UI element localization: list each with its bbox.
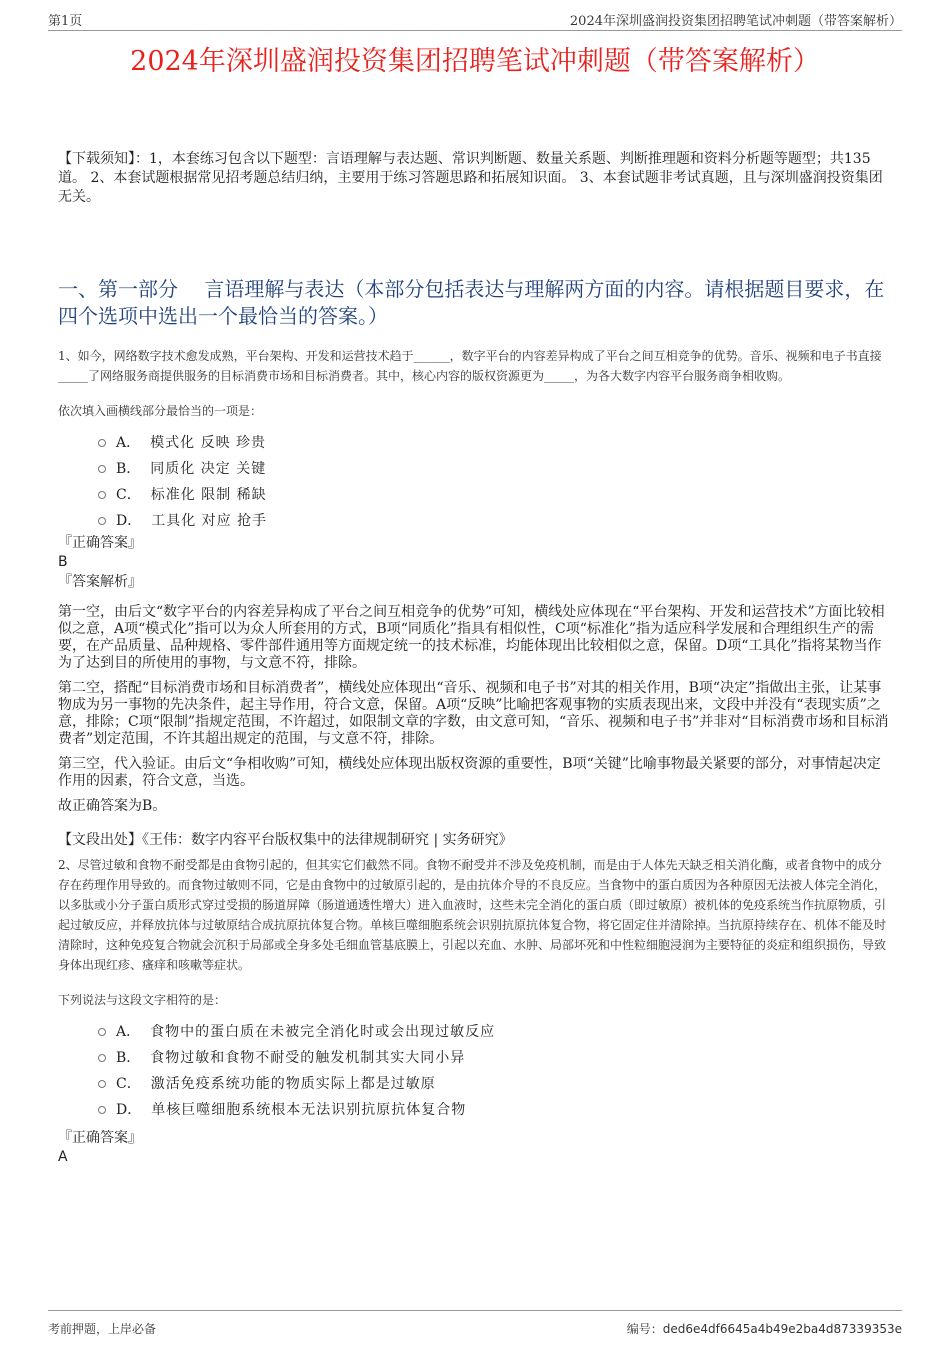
option-text: 模式化 反映 珍贵 [150,435,267,451]
option-d[interactable] [98,1097,892,1123]
option-d[interactable] [98,508,892,534]
option-text: 单核巨噬细胞系统根本无法识别抗原抗体复合物 [151,1102,467,1118]
answer-label: 『正确答案』 [58,535,142,551]
question-prompt: 依次填入画横线部分最恰当的一项是： [58,404,263,418]
option-c[interactable] [98,482,892,508]
download-notice: 【下载须知】：1，本套练习包含以下题型：言语理解与表达题、常识判断题、数量关系题、判断推理题和资料分析题等题型；共135道。 2、本套试题根据常见招考题总结归纳，主要用于练习答题思路和拓展知识面。 3、本套试题非考试真题，且与深圳盛润投资集团无关。 [58,151,883,205]
option-b[interactable] [98,1045,892,1071]
option-text: 激活免疫系统功能的物质实际上都是过敏原 [150,1076,436,1092]
question-2 [58,855,892,1166]
source-citation: 【文段出处】《王伟：数字内容平台版权集中的法律规制研究 | 实务研究》 [58,832,513,848]
radio-icon[interactable] [98,1028,106,1036]
option-text: 同质化 决定 关键 [150,461,267,477]
radio-icon[interactable] [98,491,106,499]
question-text: 1、如今，网络数字技术愈发成熟，平台架构、开发和运营技术趋于______，数字平台的内容差异构成了平台之间互相竞争的优势。音乐、视频和电子书直接_____了网络服务商提供服务的目标消费市场和目标消费者。其中，核心内容的版权资源更为_____，为各大数字内容平台服务商争相收购。 [58,349,882,383]
code-label: 编号： [626,1322,663,1336]
option-text: 食物中的蛋白质在未被完全消化时或会出现过敏反应 [150,1024,496,1040]
option-letter: B． [116,1050,141,1066]
option-c[interactable] [98,1071,892,1097]
option-letter: C． [116,1076,141,1092]
page-number: 第1页 [48,13,83,29]
analysis-label: 『答案解析』 [58,574,142,590]
option-letter: A． [116,1024,141,1040]
radio-icon[interactable] [98,439,106,447]
footer-slogan: 考前押题，上岸必备 [48,1322,157,1336]
page-footer [48,1310,902,1337]
question-1 [58,346,892,849]
document-code [627,1320,902,1337]
correct-answer: B [58,554,68,570]
analysis-paragraph: 故正确答案为B。 [58,798,167,814]
radio-icon[interactable] [98,1106,106,1114]
option-letter: C． [116,487,141,503]
option-b[interactable] [98,456,892,482]
option-text: 工具化 对应 抢手 [151,513,268,529]
option-letter: A． [116,435,141,451]
option-letter: D． [116,1102,142,1118]
radio-icon[interactable] [98,517,106,525]
analysis-paragraph: 第三空，代入验证。由后文“争相收购”可知，横线处应体现出版权资源的重要性，B项“关键”比喻事物最关紧要的部分，对事情起决定作用的因素，符合文意，当选。 [58,756,881,789]
radio-icon[interactable] [98,1054,106,1062]
option-letter: D． [116,513,142,529]
page-title: 2024年深圳盛润投资集团招聘笔试冲刺题（带答案解析） [130,46,820,77]
section-title: 一、第一部分 言语理解与表达（本部分包括表达与理解两方面的内容。请根据题目要求，在四个选项中选出一个最恰当的答案。） [58,277,885,328]
page-header [48,8,902,31]
option-text: 标准化 限制 稀缺 [150,487,267,503]
option-text: 食物过敏和食物不耐受的触发机制其实大同小异 [150,1050,466,1066]
question-prompt: 下列说法与这段文字相符的是： [58,993,227,1007]
analysis-paragraph: 第二空，搭配“目标消费市场和目标消费者”，横线处应体现出“音乐、视频和电子书”对其的相关作用，B项“决定”指做出主张，让某事物成为另一事物的先决条件，起主导作用，符合文意，保留。A项“反映”比喻把客观事物的实质表现出来，文段中并没有“表现实质”之意，排除；C项“限制”指规定范围，不许超过，如限制文章的字数，由文意可知，“音乐、视频和电子书”并非对“目标消费市场和目标消费者”划定范围，不许其超出规定的范围，与文意不符，排除。 [58,680,889,747]
radio-icon[interactable] [98,465,106,473]
option-list [58,430,892,534]
radio-icon[interactable] [98,1080,106,1088]
correct-answer: A [58,1149,68,1165]
analysis-paragraph: 第一空，由后文“数字平台的内容差异构成了平台之间互相竞争的优势”可知，横线处应体现在“平台架构、开发和运营技术”方面比较相似之意，A项“模式化”指可以为众人所套用的方式，B项“同质化”指具有相似性，C项“标准化”指为适应科学发展和合理组织生产的需要，在产品质量、品种规格、零件部件通用等方面规定统一的技术标准，均能体现出比较相似之意，保留。D项“工具化”指将某物当作为了达到目的所使用的事物，与文意不符，排除。 [58,604,885,671]
option-list [58,1019,892,1123]
option-letter: B． [116,461,141,477]
question-text: 2、尽管过敏和食物不耐受都是由食物引起的，但其实它们截然不同。食物不耐受并不涉及免疫机制，而是由于人体先天缺乏相关消化酶，或者食物中的成分存在药理作用导致的。而食物过敏则不同，它是由食物中的过敏原引起的，是由抗体介导的不良反应。当食物中的蛋白质因为各种原因无法被人体完全消化，以多肽或小分子蛋白质形式穿过受损的肠道屏障（肠道通透性增大）进入血液时，这些未完全消化的蛋白质（即过敏原）被机体的免疫系统当作抗原物质，引起过敏反应，并释放抗体与过敏原结合成抗原抗体复合物。单核巨噬细胞系统会识别抗原抗体复合物，将它固定住并清除掉。当抗原持续存在、机体不能及时清除时，这种免疫复合物就会沉积于局部或全身多处毛细血管基底膜上，引起以充血、水肿、局部坏死和中性粒细胞浸润为主要特征的炎症和组织损伤，导致身体出现红疹、瘙痒和咳嗽等症状。 [58,858,887,972]
questions-content [58,346,892,1168]
code-value: ded6e4df6645a4b49e2ba4d87339353e [662,1322,902,1336]
option-a[interactable] [98,430,892,456]
option-a[interactable] [98,1019,892,1045]
header-doc-title: 2024年深圳盛润投资集团招聘笔试冲刺题（带答案解析） [569,13,902,29]
answer-label: 『正确答案』 [58,1130,142,1146]
